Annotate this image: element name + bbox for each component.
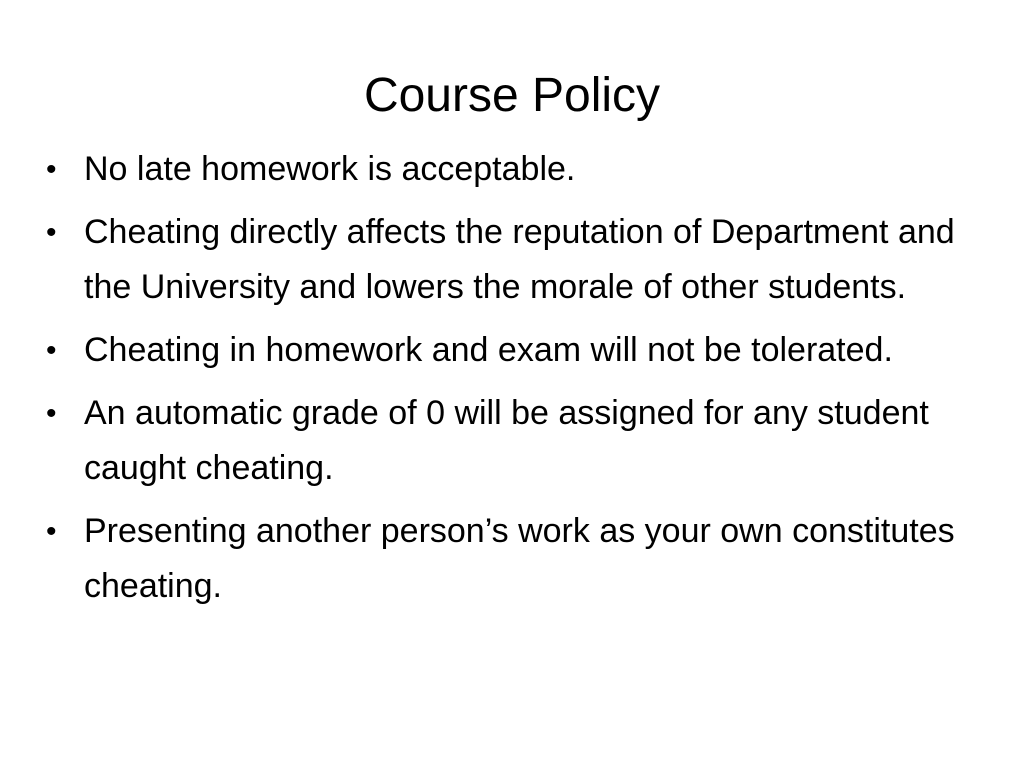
bullet-text: Cheating in homework and exam will not be tolerated. [84,331,893,369]
bullet-icon: • [46,153,57,186]
bullet-list [46,142,996,622]
bullet-item [46,504,996,614]
bullet-item [46,323,996,378]
bullet-item [46,142,996,197]
bullet-item [46,205,996,315]
bullet-text: No late homework is acceptable. [84,150,576,188]
bullet-text: Presenting another person’s work as your own constitutes cheating. [84,512,955,605]
slide-title: Course Policy [363,69,661,122]
bullet-item [46,386,996,496]
bullet-text: An automatic grade of 0 will be assigned for any student caught cheating. [84,394,929,487]
bullet-text: Cheating directly affects the reputation of Department and the University and lowers the morale of other students. [84,213,955,306]
bullet-icon: • [46,334,57,367]
bullet-icon: • [46,216,57,249]
bullet-icon: • [46,397,57,430]
bullet-icon: • [46,515,57,548]
